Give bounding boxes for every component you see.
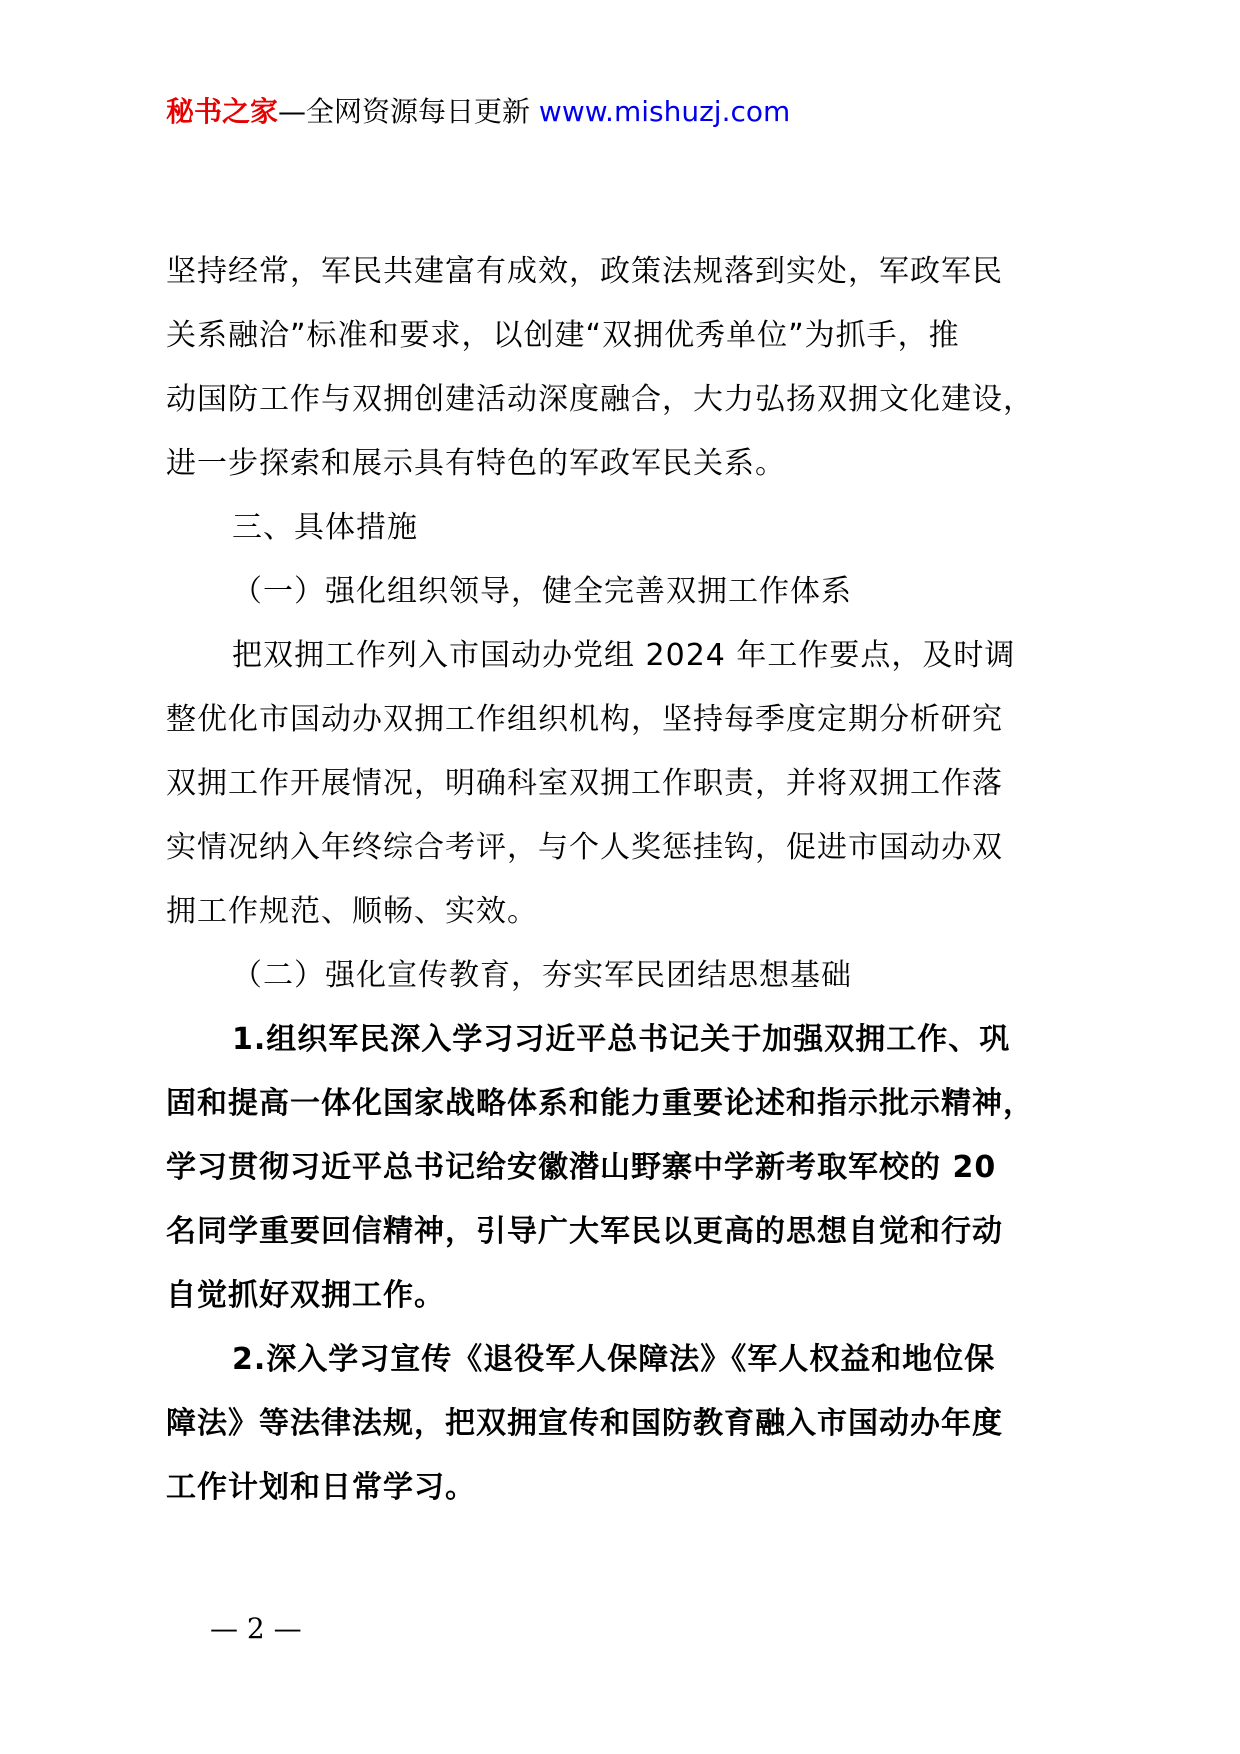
bold-paragraph-line: 2.深入学习宣传《退役军人保障法》《军人权益和地位保 xyxy=(232,1342,996,1377)
bold-paragraph-line: 名同学重要回信精神，引导广大军民以更高的思想自觉和行动 xyxy=(166,1214,1003,1249)
header-tagline: —全网资源每日更新 xyxy=(278,95,539,128)
document-body xyxy=(166,240,1126,1520)
paragraph-line: 进一步探索和展示具有特色的军政军民关系。 xyxy=(166,446,786,481)
section-heading: 三、具体措施 xyxy=(232,510,418,545)
paragraph-line: 动国防工作与双拥创建活动深度融合，大力弘扬双拥文化建设， xyxy=(166,382,1034,417)
bold-paragraph-line: 1.组织军民深入学习习近平总书记关于加强双拥工作、巩 xyxy=(232,1022,1011,1057)
bold-paragraph-line: 障法》等法律法规，把双拥宣传和国防教育融入市国动办年度 xyxy=(166,1406,1003,1441)
paragraph-line: 把双拥工作列入市国动办党组 2024 年工作要点，及时调 xyxy=(232,638,1016,673)
subsection-heading: （二）强化宣传教育，夯实军民团结思想基础 xyxy=(232,958,852,993)
paragraph-line: 关系融洽”标准和要求，以创建“双拥优秀单位”为抓手，推 xyxy=(166,318,960,353)
paragraph-line: 双拥工作开展情况，明确科室双拥工作职责，并将双拥工作落 xyxy=(166,766,1003,801)
paragraph-line: 拥工作规范、顺畅、实效。 xyxy=(166,894,538,929)
subsection-heading: （一）强化组织领导，健全完善双拥工作体系 xyxy=(232,574,852,609)
bold-paragraph-line: 学习贯彻习近平总书记给安徽潜山野寨中学新考取军校的 20 xyxy=(166,1150,997,1185)
paragraph-line: 实情况纳入年终综合考评，与个人奖惩挂钩，促进市国动办双 xyxy=(166,830,1003,865)
paragraph-line: 坚持经常，军民共建富有成效，政策法规落到实处，军政军民 xyxy=(166,254,1003,289)
site-url-link[interactable]: www.mishuzj.com xyxy=(538,95,791,128)
bold-paragraph-line: 固和提高一体化国家战略体系和能力重要论述和指示批示精神， xyxy=(166,1086,1034,1121)
paragraph-line: 整优化市国动办双拥工作组织机构，坚持每季度定期分析研究 xyxy=(166,702,1003,737)
site-header xyxy=(166,92,790,132)
brand-name: 秘书之家 xyxy=(166,95,279,128)
bold-paragraph-line: 自觉抓好双拥工作。 xyxy=(166,1278,445,1313)
page-number: — 2 — xyxy=(210,1612,302,1645)
bold-paragraph-line: 工作计划和日常学习。 xyxy=(166,1470,476,1505)
